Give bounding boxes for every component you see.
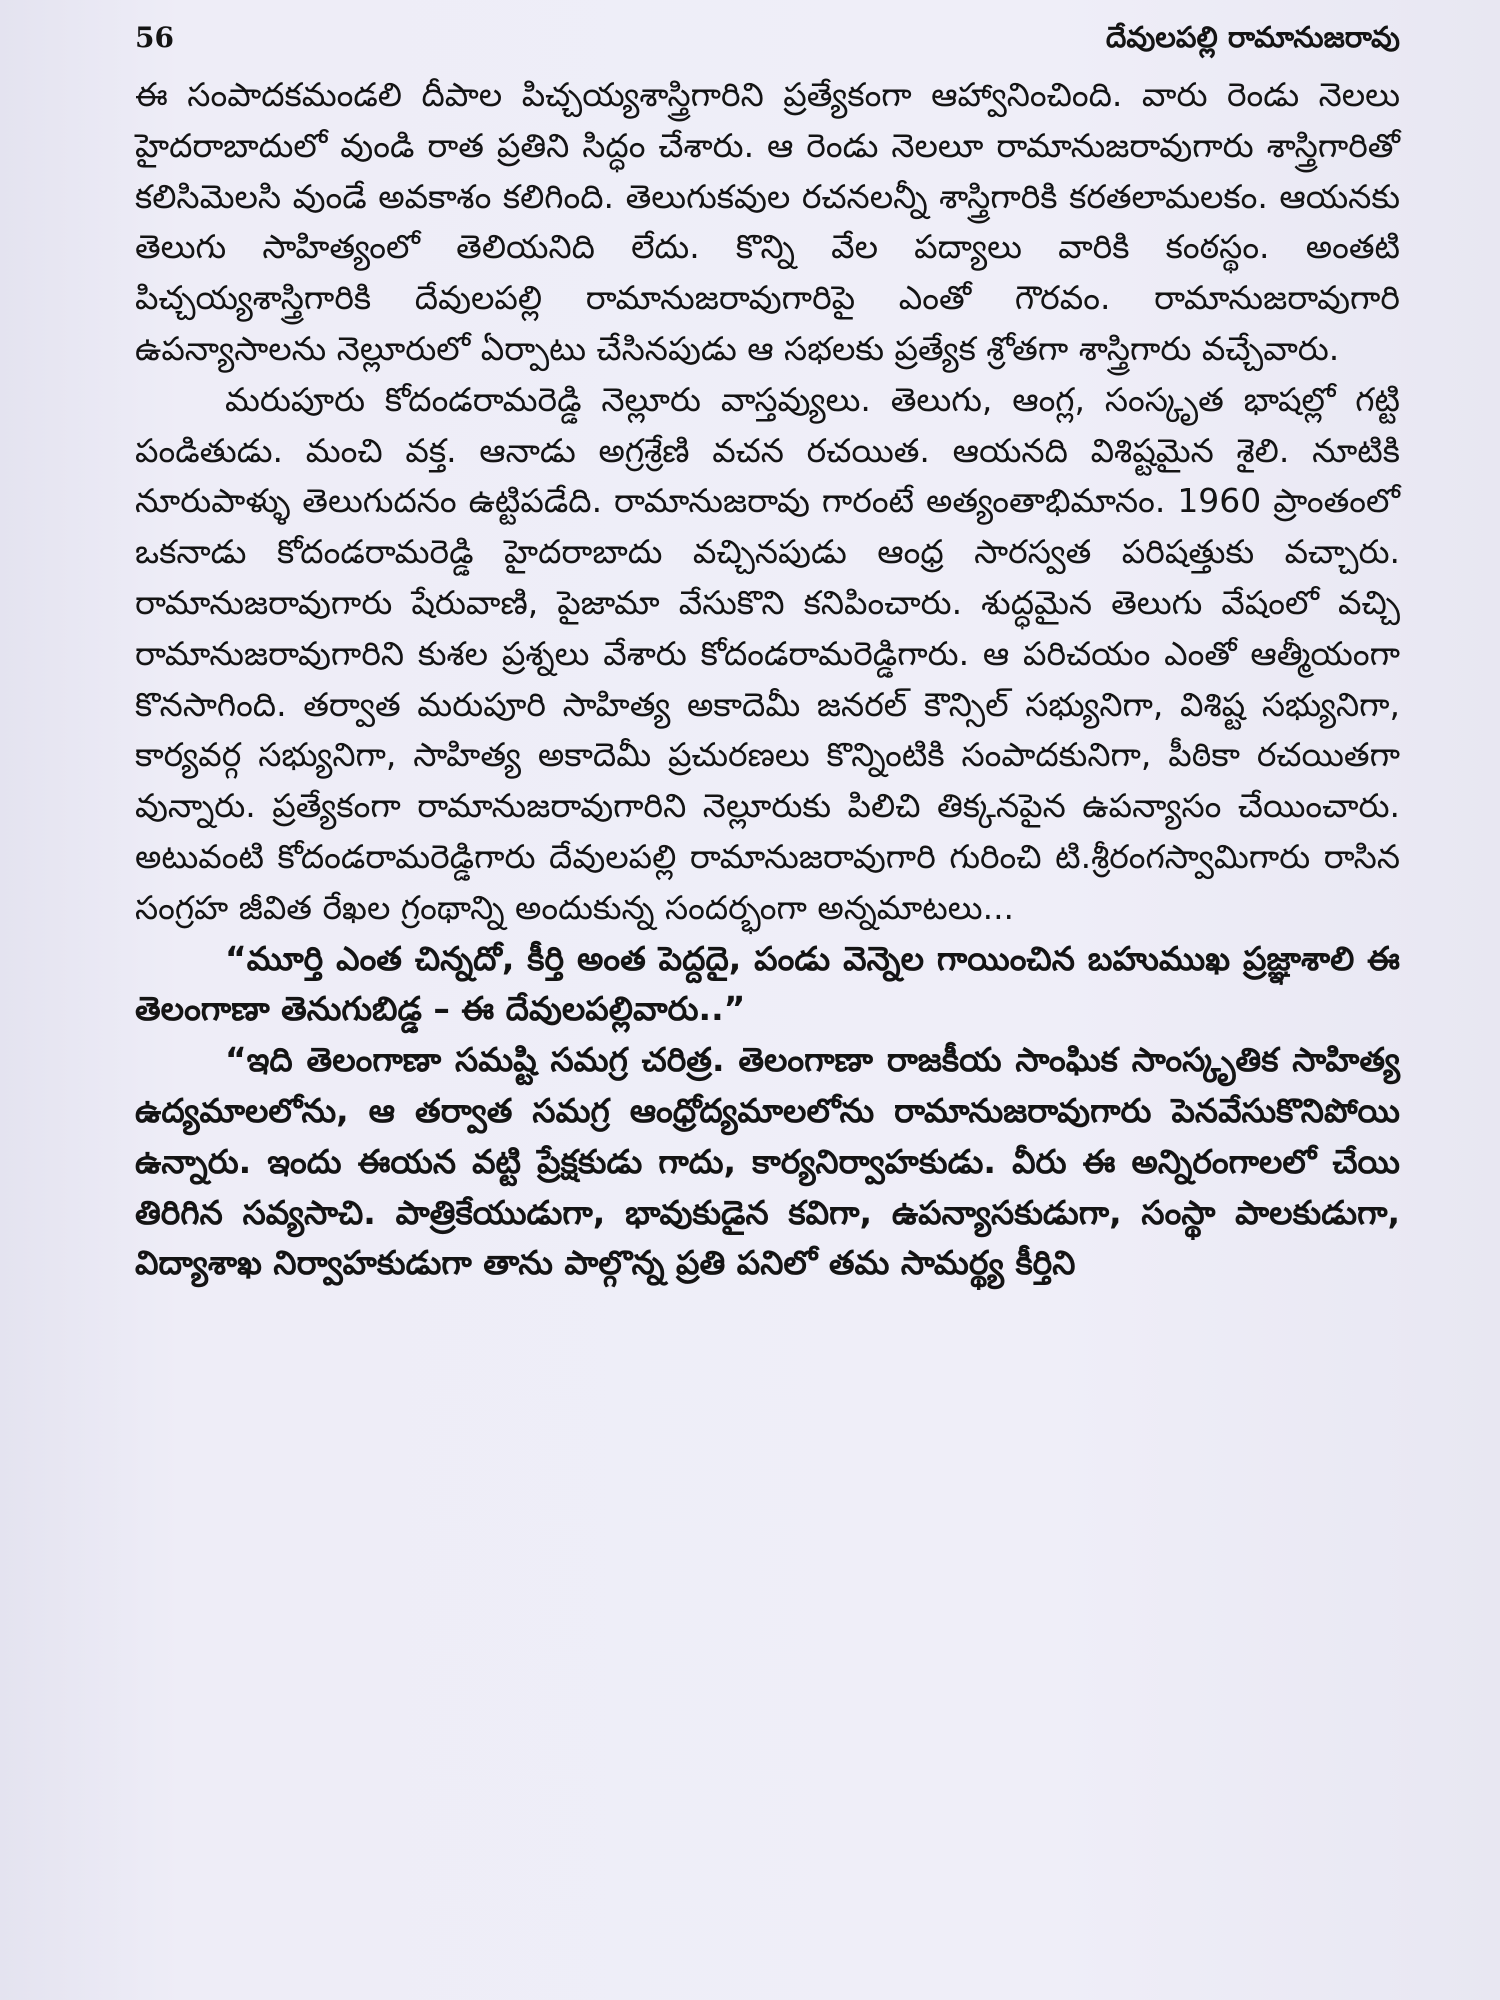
quote-murthi: “మూర్తి ఎంత చిన్నదో, కీర్తి అంత పెద్దదై, పండు వెన్నెల గాయించిన బహుముఖ ప్రజ్ఞాశాలి ఈ తెలంగాణా తెనుగుబిడ్డ – ఈ దేవులపల్లివారు..” — [135, 938, 1400, 1029]
paragraph-sampadaka-mandali: ఈ సంపాదకమండలి దీపాల పిచ్చయ్యశాస్త్రిగారిని ప్రత్యేకంగా ఆహ్వానించింది. వారు రెండు నెలలు హైదరాబాదులో వుండి రాత ప్రతిని సిద్ధం చేశారు. ఆ రెండు నెలలూ రామానుజరావుగారు శాస్త్రిగారితో కలిసిమెలసి వుండే అవకాశం కలిగింది. తెలుగుకవుల రచనలన్నీ శాస్త్రిగారికి కరతలామలకం. ఆయనకు తెలుగు సాహిత్యంలో తెలియనిది లేదు. కొన్ని వేల పద్యాలు వారికి కంఠస్థం. అంతటి పిచ్చయ్యశాస్త్రిగారికి దేవులపల్లి రామానుజరావుగారిపై ఎంతో గౌరవం. రామానుజరావుగారి ఉపన్యాసాలను నెల్లూరులో ఏర్పాటు చేసినపుడు ఆ సభలకు ప్రత్యేక శ్రోతగా శాస్త్రిగారు వచ్చేవారు. — [135, 75, 1400, 368]
running-title: దేవులపల్లి రామానుజరావు — [1105, 20, 1400, 54]
running-head — [135, 0, 1400, 64]
body-text — [135, 70, 1400, 1289]
page-number: 56 — [135, 21, 174, 54]
paragraph-marupuru: మరుపూరు కోదండరామరెడ్డి నెల్లూరు వాస్తవ్యులు. తెలుగు, ఆంగ్ల, సంస్కృత భాషల్లో గట్టి పండితుడు. మంచి వక్త. ఆనాడు అగ్రశ్రేణి వచన రచయిత. ఆయనది విశిష్టమైన శైలి. నూటికి నూరుపాళ్ళు తెలుగుదనం ఉట్టిపడేది. రామానుజరావు గారంటే అత్యంతాభిమానం. 1960 ప్రాంతంలో ఒకనాడు కోదండరామరెడ్డి హైదరాబాదు వచ్చినపుడు ఆంధ్ర సారస్వత పరిషత్తుకు వచ్చారు. రామానుజరావుగారు షేరువాణి, పైజామా వేసుకొని కనిపించారు. శుద్ధమైన తెలుగు వేషంలో వచ్చి రామానుజరావుగారిని కుశల ప్రశ్నలు వేశారు కోదండరామరెడ్డిగారు. ఆ పరిచయం ఎంతో ఆత్మీయంగా కొనసాగింది. తర్వాత మరుపూరి సాహిత్య అకాదెమీ జనరల్ కౌన్సిల్ సభ్యునిగా, విశిష్ట సభ్యునిగా, కార్యవర్గ సభ్యునిగా, సాహిత్య అకాదెమీ ప్రచురణలు కొన్నింటికి సంపాదకునిగా, పీఠికా రచయితగా వున్నారు. ప్రత్యేకంగా రామానుజరావుగారిని నెల్లూరుకు పిలిచి తిక్కనపైన ఉపన్యాసం చేయించారు. అటువంటి కోదండరామరెడ్డిగారు దేవులపల్లి రామానుజరావుగారి గురించి టి.శ్రీరంగస్వామిగారు రాసిన సంగ్రహ జీవిత రేఖల గ్రంథాన్ని అందుకున్న సందర్భంగా అన్నమాటలు... — [135, 379, 1400, 927]
quote-telangana-charitra: “ఇది తెలంగాణా సమష్టి సమగ్ర చరిత్ర. తెలంగాణా రాజకీయ సాంఘిక సాంస్కృతిక సాహిత్య ఉద్యమాలలోను, ఆ తర్వాత సమగ్ర ఆంధ్రోద్యమాలలోను రామానుజరావుగారు పెనవేసుకొనిపోయి ఉన్నారు. ఇందు ఈయన వట్టి ప్రేక్షకుడు గాదు, కార్యనిర్వాహకుడు. వీరు ఈ అన్నిరంగాలలో చేయి తిరిగిన సవ్యసాచి. పాత్రికేయుడుగా, భావుకుడైన కవిగా, ఉపన్యాసకుడుగా, సంస్థా పాలకుడుగా, విద్యాశాఖ నిర్వాహకుడుగా తాను పాల్గొన్న ప్రతి పనిలో తమ సామర్థ్య కీర్తిని — [135, 1040, 1400, 1283]
